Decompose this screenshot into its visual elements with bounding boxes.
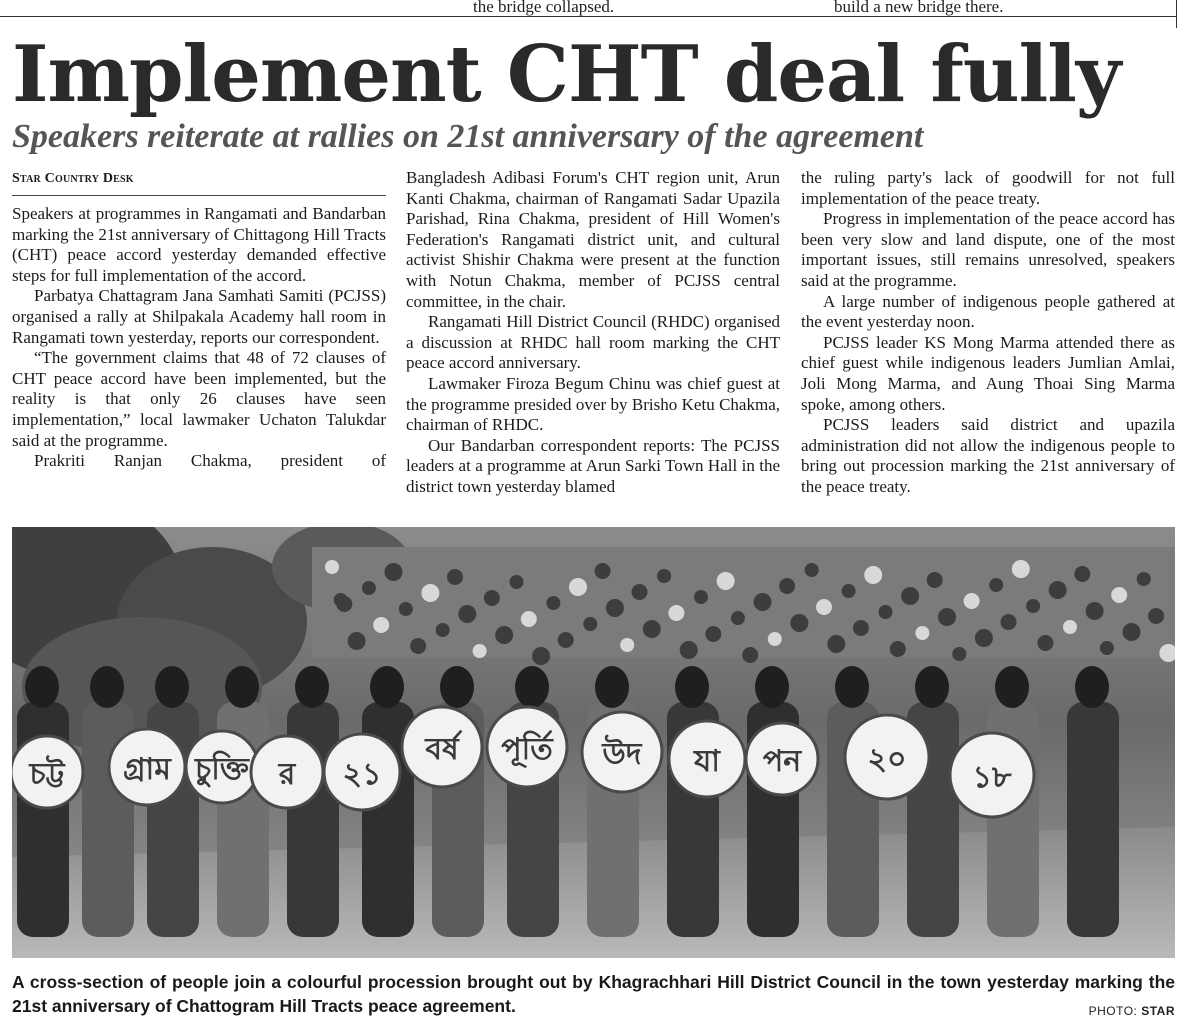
marcher-head — [225, 666, 259, 708]
placard — [950, 733, 1034, 817]
crowd-head — [458, 605, 476, 623]
crowd-head — [1137, 572, 1151, 586]
crowd-head — [484, 590, 500, 606]
paragraph: the ruling party's lack of goodwill for not full implementation of the peace treaty. — [801, 168, 1175, 208]
article-column-2 — [406, 168, 780, 498]
crowd-head — [643, 620, 661, 638]
subheadline: Speakers reiterate at rallies on 21st anniversary of the agreement — [12, 118, 924, 155]
crowd-head — [334, 593, 348, 607]
crowd-head — [373, 617, 389, 633]
paragraph: PCJSS leader KS Mong Marma attended there as chief guest while indigenous leaders Jumlian Amlai, Joli Mong Marma, and Aung Thoai Sing Marma spoke, among others. — [801, 332, 1175, 414]
placard-text: চুক্তি — [195, 752, 249, 787]
crowd-head — [816, 599, 832, 615]
crowd-head — [901, 587, 919, 605]
photo-credit — [1089, 1004, 1175, 1018]
crowd-head — [447, 569, 463, 585]
crowd-head — [1012, 560, 1030, 578]
crowd-head — [595, 563, 611, 579]
placard-text: পূর্তি — [501, 732, 553, 767]
crowd-head — [742, 647, 758, 663]
photo-credit-label: PHOTO: — [1088, 1004, 1138, 1018]
crowd-head — [927, 572, 943, 588]
placard-text: গ্রাম — [123, 752, 171, 787]
paragraph: Our Bandarban correspondent reports: The PCJSS leaders at a programme at Arun Sarki Town Hall in the district town yesterday blamed — [406, 435, 780, 496]
previous-article-fragment-right: build a new bridge there. — [834, 0, 1004, 16]
crowd-head — [473, 644, 487, 658]
marcher-head — [1075, 666, 1109, 708]
previous-article-fragment-left: the bridge collapsed. — [473, 0, 615, 16]
crowd-head — [436, 623, 450, 637]
marcher-head — [835, 666, 869, 708]
crowd-head — [421, 584, 439, 602]
marcher-head — [675, 666, 709, 708]
crowd-head — [546, 596, 560, 610]
crowd-head — [569, 578, 587, 596]
crowd-head — [879, 605, 893, 619]
crowd-head — [348, 632, 366, 650]
crowd-head — [1111, 587, 1127, 603]
marcher-head — [440, 666, 474, 708]
marcher-head — [595, 666, 629, 708]
right-divider — [1176, 0, 1177, 28]
crowd-head — [362, 581, 376, 595]
placard-text: ২০ — [867, 742, 907, 777]
crowd-head — [1026, 599, 1040, 613]
paragraph: Progress in implementation of the peace accord has been very slow and land dispute, one of the most important issues, still remains unresolved, speakers said at the programme. — [801, 209, 1175, 290]
crowd-head — [915, 626, 929, 640]
paragraph: A large number of indigenous people gathered at the event yesterday noon. — [801, 291, 1175, 332]
placard-text: যা — [694, 744, 720, 779]
placard — [402, 707, 482, 787]
crowd-head — [668, 605, 684, 621]
crowd-head — [410, 638, 426, 654]
marcher-head — [515, 666, 549, 708]
crowd-head — [864, 566, 882, 584]
placard-text: পন — [762, 744, 802, 779]
crowd-head — [583, 617, 597, 631]
placard-text: ২১ — [342, 757, 382, 792]
crowd-head — [399, 602, 413, 616]
paragraph: Bangladesh Adibasi Forum's CHT region unit, Arun Kanti Chakma, chairman of Rangamati Sadar Upazila Parishad, Rina Chakma, president of Hill Women's Federation's Rangamati district unit, and cultural activist Shishir Chakma were present at the function with Notun Chakma, member of PCJSS central committee, in the chair. — [406, 168, 780, 311]
placard-text: র — [278, 757, 296, 792]
crowd-head — [768, 632, 782, 646]
crowd-head — [495, 626, 513, 644]
crowd-head — [754, 593, 772, 611]
marcher-head — [755, 666, 789, 708]
crowd-head — [694, 590, 708, 604]
crowd-head — [680, 641, 698, 659]
crowd-head — [975, 629, 993, 647]
placard-text: বর্ষ — [425, 732, 459, 767]
paragraph: PCJSS leaders said district and upazila administration did not allow the indigenous people to bring out procession marking the 21st anniversary of the peace treaty. — [801, 415, 1175, 496]
marcher-head — [370, 666, 404, 708]
crowd-head — [1086, 602, 1104, 620]
crowd-head — [521, 611, 537, 627]
marcher — [1067, 702, 1119, 937]
crowd-head — [657, 569, 671, 583]
crowd-head — [805, 563, 819, 577]
placard — [845, 715, 929, 799]
crowd-head — [952, 647, 966, 661]
placard — [186, 731, 258, 803]
placard-text: চট্ট — [29, 757, 65, 792]
marcher-head — [25, 666, 59, 708]
crowd-head — [1100, 641, 1114, 655]
placard-text: উদ — [602, 737, 642, 772]
headline: Implement CHT deal fully — [12, 29, 1121, 120]
crowd-head — [938, 608, 956, 626]
crowd-head — [1063, 620, 1077, 634]
crowd-head — [827, 635, 845, 653]
photo-caption: A cross-section of people join a colourful procession brought out by Khagrachhari Hill District Council in the town yesterday marking the 21st anniversary of Chattogram Hill Tracts peace agreement. — [12, 972, 1175, 1016]
placard-text: ১৮ — [972, 760, 1012, 795]
crowd-head — [532, 647, 550, 665]
placard — [582, 712, 662, 792]
crowd-head — [890, 641, 906, 657]
placard — [109, 729, 185, 805]
marcher-head — [995, 666, 1029, 708]
byline: Star Country Desk — [12, 171, 134, 186]
crowd-head — [964, 593, 980, 609]
paragraph: “The government claims that 48 of 72 clauses of CHT peace accord have been implemented, but the reality is that only 26 clauses have seen implementation,” local lawmaker Uchaton Talukdar said at the programme. — [12, 348, 386, 450]
placard — [669, 721, 745, 797]
marcher-head — [90, 666, 124, 708]
placard — [324, 734, 400, 810]
article-column-3 — [801, 168, 1175, 498]
paragraph: Prakriti Ranjan Chakma, president of — [34, 451, 386, 471]
marcher-head — [295, 666, 329, 708]
paragraph: Rangamati Hill District Council (RHDC) organised a discussion at RHDC hall room marking the CHT peace accord anniversary. — [406, 312, 780, 373]
crowd-head — [731, 611, 745, 625]
crowd-head — [1037, 635, 1053, 651]
crowd-head — [853, 620, 869, 636]
crowd-head — [1049, 581, 1067, 599]
marcher-head — [155, 666, 189, 708]
crowd-head — [717, 572, 735, 590]
crowd-head — [1001, 614, 1017, 630]
crowd-head — [325, 560, 339, 574]
placard — [487, 707, 567, 787]
crowd-head — [705, 626, 721, 642]
paragraph: Lawmaker Firoza Begum Chinu was chief guest at the programme presided over by Brisho Ketu Chakma, chairman of RHDC. — [406, 373, 780, 435]
crowd-head — [632, 584, 648, 600]
crowd-head — [1074, 566, 1090, 582]
photo-credit-source: STAR — [1141, 1004, 1175, 1018]
procession-photo — [12, 527, 1175, 958]
placard — [251, 736, 323, 808]
marcher-head — [915, 666, 949, 708]
crowd-head — [620, 638, 634, 652]
crowd-head — [1123, 623, 1141, 641]
top-divider — [0, 16, 1176, 17]
crowd-head — [1148, 608, 1164, 624]
crowd-head — [558, 632, 574, 648]
article-column-1 — [12, 204, 386, 472]
crowd-head — [989, 578, 1003, 592]
paragraph: Parbatya Chattagram Jana Samhati Samiti (PCJSS) organised a rally at Shilpakala Academy hall room in Rangamati town yesterday, reports our correspondent. — [12, 286, 386, 347]
crowd-head — [510, 575, 524, 589]
placard — [746, 723, 818, 795]
crowd-head — [842, 584, 856, 598]
crowd-head — [606, 599, 624, 617]
crowd-head — [779, 578, 795, 594]
crowd-head — [790, 614, 808, 632]
paragraph: Speakers at programmes in Rangamati and Bandarban marking the 21st anniversary of Chittagong Hill Tracts (CHT) peace accord yesterday demanded effective steps for full implementation of the accord. — [12, 204, 386, 285]
placard — [12, 736, 83, 808]
crowd-head — [385, 563, 403, 581]
byline-divider — [12, 195, 386, 196]
